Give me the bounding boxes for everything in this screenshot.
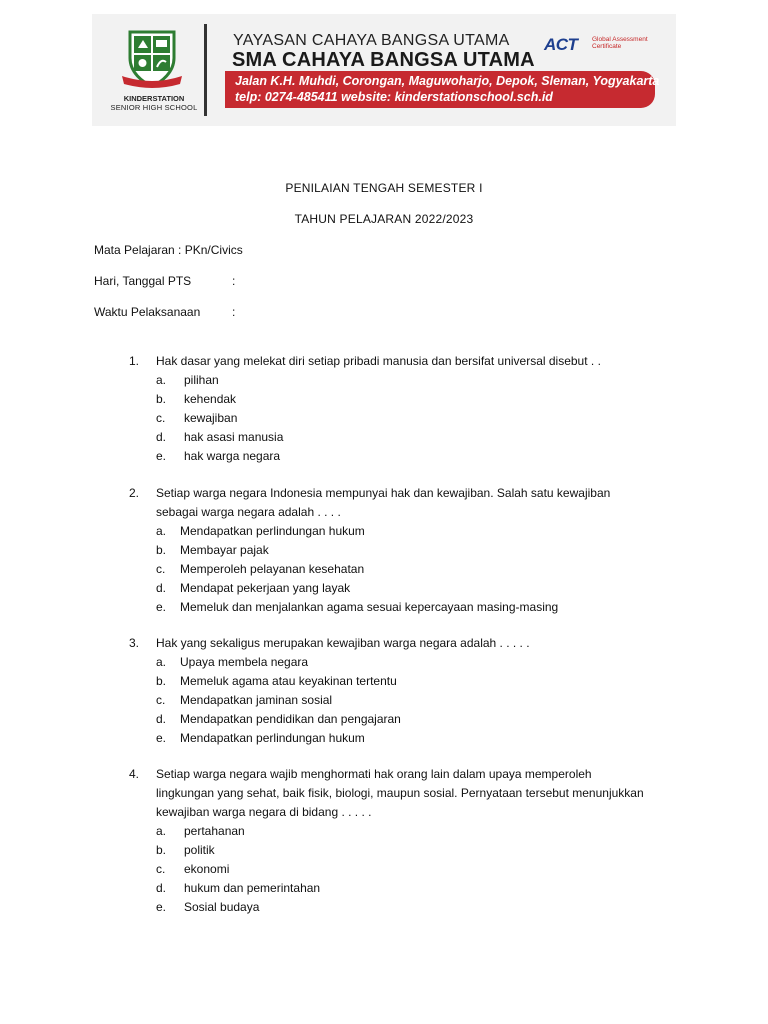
- option-a: a. Upaya membela negara: [156, 655, 309, 669]
- question-2: 2. Setiap warga negara Indonesia mempunyai hak dan kewajiban. Salah satu kewajiban sebagai warga negara adalah . . . . a. Mendapatkan perlindungan hukum b. Membayar pajak c. Memperoleh pelayanan kesehatan d. Mendapat pekerjaan yang layak e. Memeluk dan menjalankan agama sesuai kepercayaan masing-masing: [129, 484, 649, 617]
- option-b: b. Membayar pajak: [156, 543, 269, 557]
- question-stem: Hak dasar yang melekat diri setiap pribadi manusia dan bersifat universal disebut . .: [156, 354, 601, 368]
- exam-title: PENILAIAN TENGAH SEMESTER I: [285, 181, 483, 195]
- option-d: d. Mendapatkan pendidikan dan pengajaran: [156, 712, 401, 726]
- option-b: b. politik: [156, 843, 215, 857]
- header-divider: [204, 24, 207, 116]
- option-e: e. Mendapatkan perlindungan hukum: [156, 731, 365, 745]
- option-a: a. Mendapatkan perlindungan hukum: [156, 524, 365, 538]
- question-stem: Setiap warga negara Indonesia mempunyai hak dan kewajiban. Salah satu kewajiban sebagai warga negara adalah . . . .: [156, 486, 611, 519]
- school-address: Jalan K.H. Muhdi, Corongan, Maguwoharjo, Depok, Sleman, Yogyakarta: [235, 74, 660, 88]
- option-c: c. Memperoleh pelayanan kesehatan: [156, 562, 365, 576]
- option-a: a. pertahanan: [156, 824, 245, 838]
- exam-year: TAHUN PELAJARAN 2022/2023: [294, 212, 474, 226]
- option-b: b. kehendak: [156, 392, 237, 406]
- option-c: c. kewajiban: [156, 411, 238, 425]
- question-1: 1. Hak dasar yang melekat diri setiap pribadi manusia dan bersifat universal disebut . . a. pilihan b. kehendak c. kewajiban d. hak asasi manusia e. hak warga negara: [129, 352, 649, 466]
- option-b: b. Memeluk agama atau keyakinan tertentu: [156, 674, 397, 688]
- option-e: e. Memeluk dan menjalankan agama sesuai kepercayaan masing-masing: [156, 600, 559, 614]
- school-name: SMA CAHAYA BANGSA UTAMA: [232, 49, 535, 71]
- school-contact: telp: 0274-485411 website: kinderstationschool.sch.id: [235, 90, 553, 104]
- act-logo: ACT Global Assessment Certificate: [544, 35, 648, 54]
- school-crest-icon: [122, 28, 182, 90]
- time-field: Waktu Pelaksanaan :: [94, 305, 236, 319]
- school-logo-text: KINDERSTATION SENIOR HIGH SCHOOL: [110, 94, 198, 112]
- option-a: a. pilihan: [156, 373, 219, 387]
- option-e: e. Sosial budaya: [156, 900, 260, 914]
- question-stem: Hak yang sekaligus merupakan kewajiban warga negara adalah . . . . .: [156, 636, 530, 650]
- option-c: c. Mendapatkan jaminan sosial: [156, 693, 333, 707]
- question-3: 3. Hak yang sekaligus merupakan kewajiban warga negara adalah . . . . . a. Upaya membela negara b. Memeluk agama atau keyakinan tertentu c. Mendapatkan jaminan sosial d. Mendapatkan pendidikan dan pengajaran e. Mendapatkan perlindungan hukum: [129, 634, 649, 748]
- option-d: d. Mendapat pekerjaan yang layak: [156, 581, 351, 595]
- letterhead: [92, 14, 676, 126]
- foundation-name: YAYASAN CAHAYA BANGSA UTAMA: [233, 32, 510, 49]
- option-d: d. hak asasi manusia: [156, 430, 284, 444]
- address-bar: [225, 71, 660, 108]
- option-e: e. hak warga negara: [156, 449, 281, 463]
- date-field: Hari, Tanggal PTS :: [94, 274, 236, 288]
- subject-field: Mata Pelajaran : PKn/Civics: [94, 243, 243, 257]
- option-c: c. ekonomi: [156, 862, 230, 876]
- question-stem: Setiap warga negara wajib menghormati hak orang lain dalam upaya memperoleh lingkungan yang sehat, baik fisik, biologi, maupun sosial. Pernyataan tersebut menunjukkan kewajiban warga negara di bidang . . . . .: [156, 767, 644, 819]
- question-4: 4. Setiap warga negara wajib menghormati hak orang lain dalam upaya memperoleh lingkungan yang sehat, baik fisik, biologi, maupun sosial. Pernyataan tersebut menunjukkan kewajiban warga negara di bidang . . . . . a. pertahanan b. politik c. ekonomi d. hukum dan pemerintahan e. Sosial budaya: [129, 765, 649, 917]
- option-d: d. hukum dan pemerintahan: [156, 881, 321, 895]
